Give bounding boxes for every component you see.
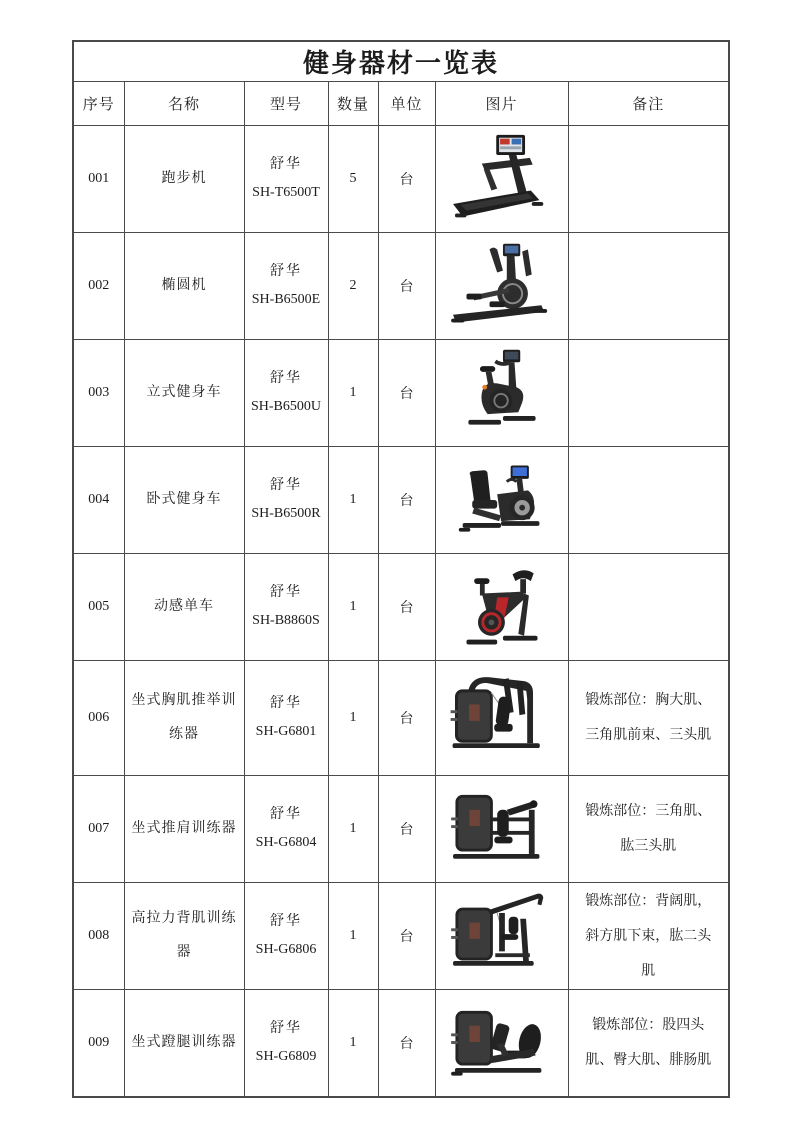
model-label: SH-G6806 <box>255 942 317 957</box>
treadmill-image <box>439 131 565 227</box>
table-row <box>73 233 729 340</box>
header-quantity: 数量 <box>328 82 378 126</box>
name-cell: 坐式推肩训练器 <box>124 776 244 883</box>
brand-label: 舒华 <box>270 371 302 386</box>
shoulder-press-machine-image <box>439 781 565 877</box>
image-cell <box>435 883 568 990</box>
model-cell <box>244 447 328 554</box>
lat-pulldown-machine-image <box>439 888 565 984</box>
header-remarks: 备注 <box>568 82 729 126</box>
name-cell: 卧式健身车 <box>124 447 244 554</box>
brand-label: 舒华 <box>270 478 302 493</box>
remark-cell <box>568 126 729 233</box>
model-label: SH-T6500T <box>252 185 320 200</box>
brand-label: 舒华 <box>270 1021 302 1036</box>
leg-press-machine-image <box>439 995 565 1091</box>
remark-cell: 锻炼部位：三角肌、肱三头肌 <box>568 776 729 883</box>
remark-cell <box>568 447 729 554</box>
serial-cell: 006 <box>73 661 124 776</box>
image-cell <box>435 990 568 1098</box>
quantity-cell: 1 <box>328 990 378 1098</box>
remark-cell <box>568 233 729 340</box>
serial-cell: 009 <box>73 990 124 1098</box>
header-serial: 序号 <box>73 82 124 126</box>
serial-cell: 008 <box>73 883 124 990</box>
header-model: 型号 <box>244 82 328 126</box>
image-cell <box>435 776 568 883</box>
table-row <box>73 883 729 990</box>
table-row <box>73 447 729 554</box>
header-unit: 单位 <box>378 82 435 126</box>
table-row <box>73 554 729 661</box>
brand-label: 舒华 <box>270 696 302 711</box>
unit-cell: 台 <box>378 233 435 340</box>
quantity-cell: 1 <box>328 340 378 447</box>
model-cell <box>244 883 328 990</box>
remark-cell: 锻炼部位：股四头肌、臀大肌、腓肠肌 <box>568 990 729 1098</box>
table-row <box>73 776 729 883</box>
quantity-cell: 1 <box>328 883 378 990</box>
table-title-row <box>73 41 729 82</box>
quantity-cell: 1 <box>328 776 378 883</box>
elliptical-image <box>439 238 565 334</box>
brand-label: 舒华 <box>270 585 302 600</box>
header-image: 图片 <box>435 82 568 126</box>
page-title: 健身器材一览表 <box>73 41 729 82</box>
quantity-cell: 1 <box>328 554 378 661</box>
serial-cell: 002 <box>73 233 124 340</box>
model-label: SH-B8860S <box>252 613 320 628</box>
model-cell <box>244 990 328 1098</box>
table-row <box>73 126 729 233</box>
model-cell <box>244 233 328 340</box>
serial-cell: 004 <box>73 447 124 554</box>
brand-label: 舒华 <box>270 914 302 929</box>
name-cell: 立式健身车 <box>124 340 244 447</box>
model-cell <box>244 126 328 233</box>
unit-cell: 台 <box>378 126 435 233</box>
serial-cell: 003 <box>73 340 124 447</box>
model-label: SH-G6804 <box>255 835 317 850</box>
quantity-cell: 1 <box>328 447 378 554</box>
model-label: SH-B6500R <box>251 506 321 521</box>
model-cell <box>244 340 328 447</box>
name-cell: 跑步机 <box>124 126 244 233</box>
table-row <box>73 661 729 776</box>
table-row <box>73 340 729 447</box>
quantity-cell: 1 <box>328 661 378 776</box>
model-cell <box>244 776 328 883</box>
name-cell: 动感单车 <box>124 554 244 661</box>
unit-cell: 台 <box>378 447 435 554</box>
remark-cell <box>568 340 729 447</box>
model-label: SH-G6809 <box>255 1049 317 1064</box>
name-cell: 椭圆机 <box>124 233 244 340</box>
chest-press-machine-image <box>439 666 565 770</box>
name-cell: 坐式蹬腿训练器 <box>124 990 244 1098</box>
image-cell <box>435 554 568 661</box>
serial-cell: 005 <box>73 554 124 661</box>
image-cell <box>435 126 568 233</box>
remark-cell <box>568 554 729 661</box>
table-row <box>73 990 729 1098</box>
quantity-cell: 2 <box>328 233 378 340</box>
brand-label: 舒华 <box>270 157 302 172</box>
unit-cell: 台 <box>378 340 435 447</box>
spin-bike-image <box>439 559 565 655</box>
quantity-cell: 5 <box>328 126 378 233</box>
model-label: SH-B6500E <box>251 292 321 307</box>
image-cell <box>435 233 568 340</box>
unit-cell: 台 <box>378 776 435 883</box>
remark-cell: 锻炼部位：胸大肌、三角肌前束、三头肌 <box>568 661 729 776</box>
unit-cell: 台 <box>378 990 435 1098</box>
recumbent-bike-image <box>439 452 565 548</box>
upright-bike-image <box>439 345 565 441</box>
model-label: SH-G6801 <box>255 724 317 739</box>
name-cell: 高拉力背肌训练器 <box>124 883 244 990</box>
brand-label: 舒华 <box>270 264 302 279</box>
header-name: 名称 <box>124 82 244 126</box>
serial-cell: 001 <box>73 126 124 233</box>
image-cell <box>435 661 568 776</box>
equipment-table <box>72 40 730 1098</box>
unit-cell: 台 <box>378 661 435 776</box>
remark-cell: 锻炼部位：背阔肌，斜方肌下束，肱二头肌 <box>568 883 729 990</box>
model-cell <box>244 554 328 661</box>
serial-cell: 007 <box>73 776 124 883</box>
image-cell <box>435 340 568 447</box>
model-cell <box>244 661 328 776</box>
table-header-row <box>73 82 729 126</box>
unit-cell: 台 <box>378 554 435 661</box>
image-cell <box>435 447 568 554</box>
unit-cell: 台 <box>378 883 435 990</box>
model-label: SH-B6500U <box>250 399 321 414</box>
name-cell: 坐式胸肌推举训练器 <box>124 661 244 776</box>
brand-label: 舒华 <box>270 807 302 822</box>
